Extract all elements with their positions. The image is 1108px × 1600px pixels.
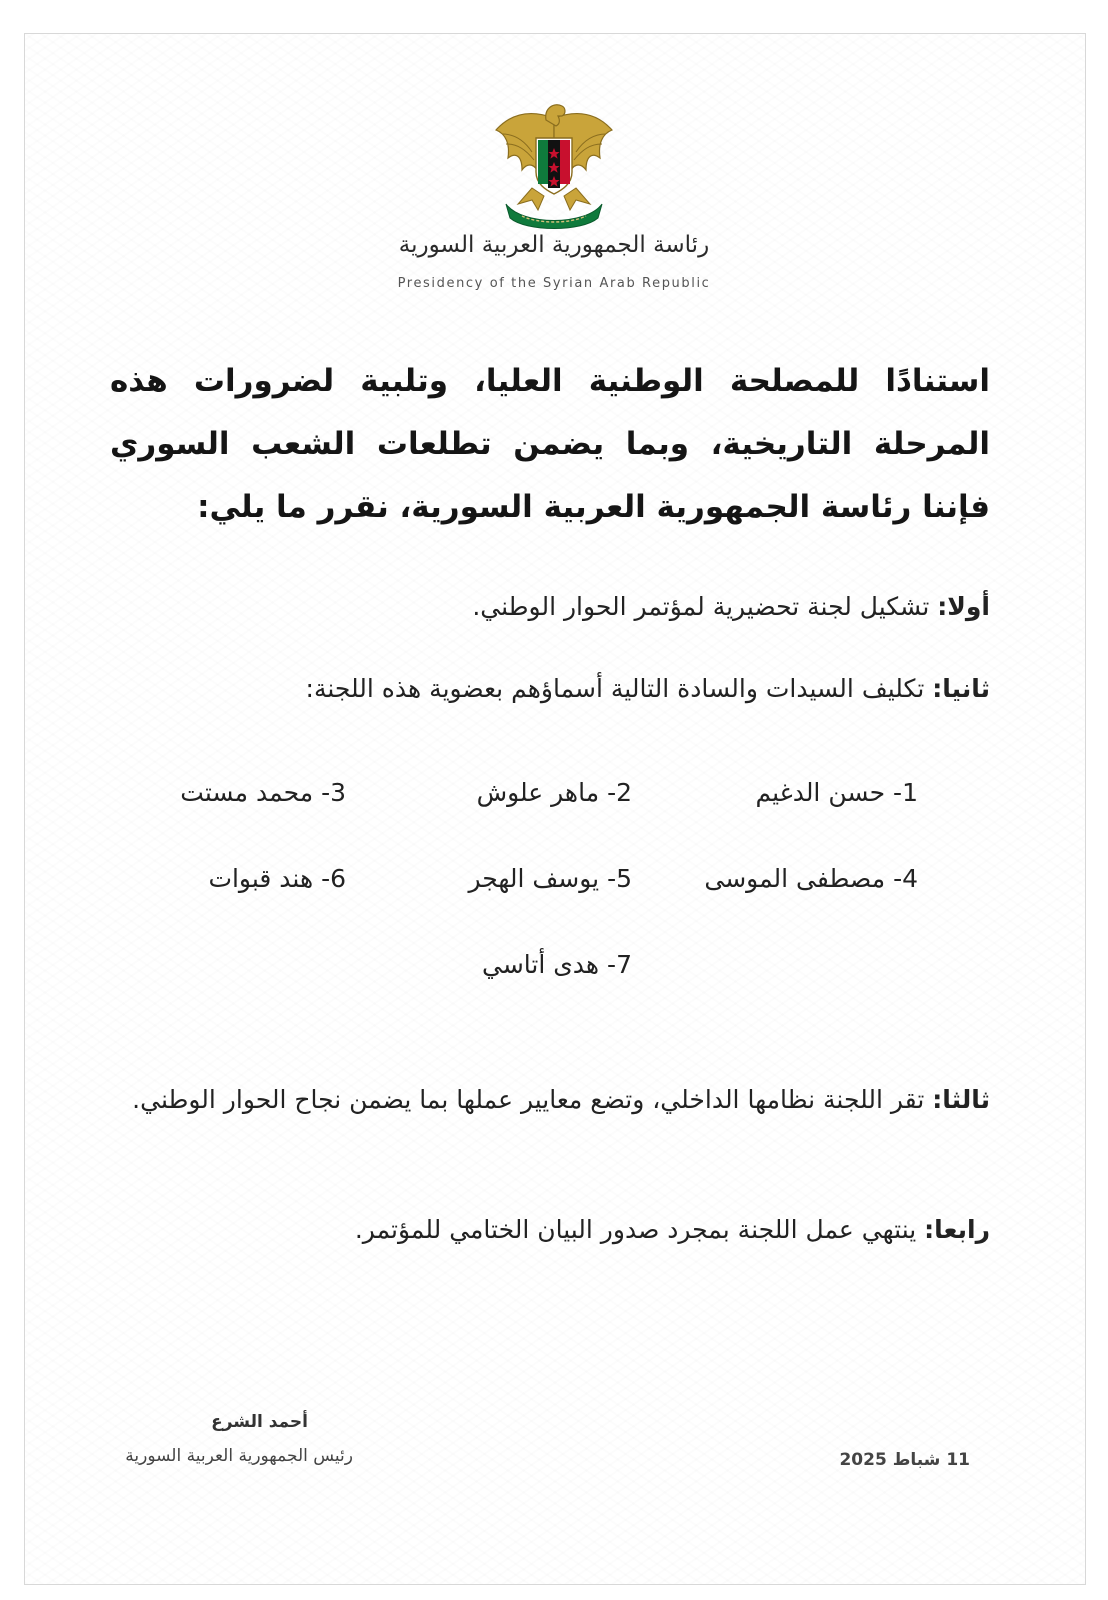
header-title-arabic: رئاسة الجمهورية العربية السورية bbox=[398, 232, 710, 258]
clause-text: تقر اللجنة نظامها الداخلي، وتضع معايير عملها بما يضمن نجاح الحوار الوطني. bbox=[132, 1085, 933, 1114]
clause-second bbox=[110, 662, 990, 716]
clause-text: تشكيل لجنة تحضيرية لمؤتمر الحوار الوطني. bbox=[472, 592, 938, 621]
clause-lead: رابعا: bbox=[924, 1215, 990, 1244]
member-list-item: 7- هدى أتاسي bbox=[481, 950, 632, 979]
signer-name: أحمد الشرع bbox=[211, 1412, 308, 1432]
clause-first bbox=[110, 580, 990, 634]
header-title-english: Presidency of the Syrian Arab Republic bbox=[397, 276, 711, 291]
member-list-item: 5- يوسف الهجر bbox=[468, 864, 632, 893]
clause-lead: ثالثا: bbox=[932, 1085, 990, 1114]
clause-fourth bbox=[110, 1203, 990, 1257]
member-list-item: 6- هند قبوات bbox=[208, 864, 346, 893]
decree-preamble: استنادًا للمصلحة الوطنية العليا، وتلبية لضرورات هذه المرحلة التاريخية، وبما يضمن تطلعات الشعب السوري فإننا رئاسة الجمهورية العربية السورية، نقرر ما يلي: bbox=[110, 363, 990, 525]
clause-lead: أولا: bbox=[937, 592, 990, 621]
clause-text: تكليف السيدات والسادة التالية أسماؤهم بعضوية هذه اللجنة: bbox=[305, 674, 933, 703]
member-list-item: 2- ماهر علوش bbox=[476, 778, 632, 807]
member-list-item: 4- مصطفى الموسى bbox=[704, 864, 918, 893]
member-list-item: 3- محمد مستت bbox=[180, 778, 346, 807]
clause-third bbox=[110, 1073, 990, 1127]
member-list-item: 1- حسن الدغيم bbox=[755, 778, 918, 807]
eagle-emblem-icon bbox=[492, 100, 616, 230]
clause-lead: ثانيا: bbox=[932, 674, 990, 703]
clause-text: ينتهي عمل اللجنة بمجرد صدور البيان الختامي للمؤتمر. bbox=[354, 1215, 925, 1244]
document-page bbox=[24, 33, 1086, 1585]
document-date: 11 شباط 2025 bbox=[839, 1450, 970, 1470]
signer-title: رئيس الجمهورية العربية السورية bbox=[125, 1446, 353, 1466]
